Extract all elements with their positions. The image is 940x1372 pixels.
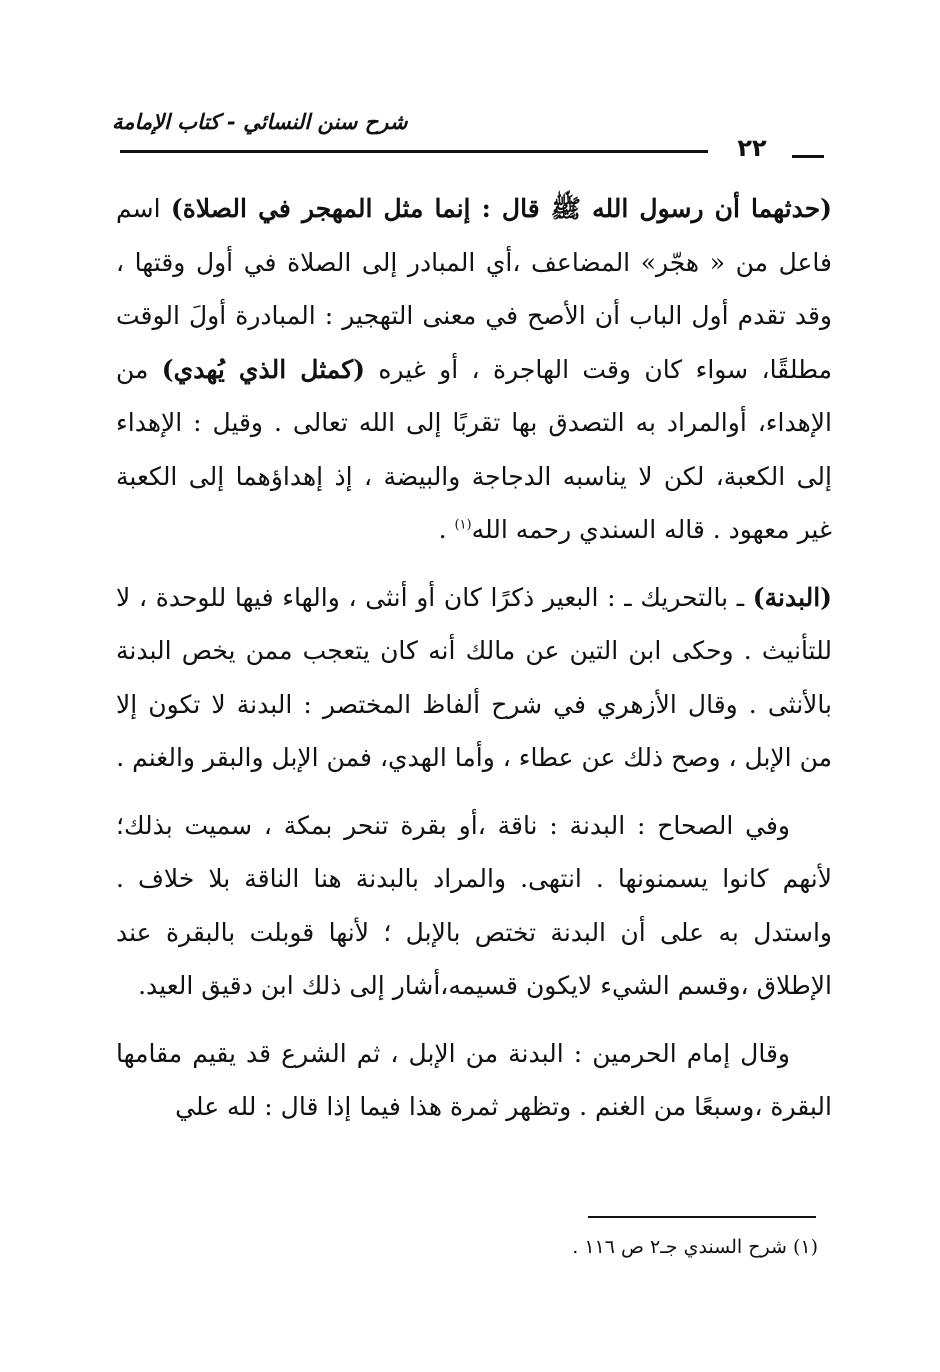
footnote-marker: (١) <box>792 1236 818 1258</box>
paragraph-1 <box>116 182 832 557</box>
paragraph-1-text-b: من الإهداء، أوالمراد به التصدق بها تقربًا إلى الله تعالى . وقيل : الإهداء إلى الكعبة، لكن لا يناسبه الدجاجة والبيضة ، إذ إهداؤهما إلى الكعبة غير معهود . قاله السندي رحمه الله <box>116 354 832 544</box>
paragraph-3: وفي الصحاح : البدنة : ناقة ،أو بقرة تنحر بمكة ، سميت بذلك؛ لأنهم كانوا يسمنونها . انتهى. والمراد بالبدنة هنا الناقة بلا خلاف . واستدل به على أن البدنة تختص بالإبل ؛ لأنها قوبلت بالبقرة عند الإطلاق ،وقسم الشيء لايكون قسيمه،أشار إلى ذلك ابن دقيق العيد. <box>116 810 832 1000</box>
paragraph-1-end: . <box>438 515 455 544</box>
paragraph-2-text: ـ بالتحريك ـ : البعير ذكرًا كان أو أنثى ، والهاء فيها للوحدة ، لا للتأنيث . وحكى ابن التين عن مالك أنه كان يتعجب ممن يخص البدنة بالأنثى . وقال الأزهري في شرح ألفاظ المختصر : البدنة لا تكون إلا من الإبل ، وصح ذلك عن عطاء ، وأما الهدي، فمن الإبل والبقر والغنم . <box>116 582 832 772</box>
page-number: ٢٢ <box>737 134 767 162</box>
footnote-divider <box>588 1216 816 1218</box>
page-number-dash <box>792 155 824 158</box>
hadith-quote-2: (كمثل الذي يُهدي) <box>161 354 365 384</box>
term-heading: (البدنة) <box>752 582 832 612</box>
paragraph-1-text-a: اسم فاعل من « هجّر» المضاعف ،أي المبادر إلى الصلاة في أول وقتها ، وقد تقدم أول الباب أن الأصح في معنى التهجير : المبادرة أولَ الوقت مطلقًا، سواء كان وقت الهاجرة ، أو غيره <box>116 194 833 384</box>
footnote-reference[interactable]: (١) <box>454 517 472 533</box>
header-divider <box>120 150 708 153</box>
footnote-text: شرح السندي جـ٢ ص ١١٦ . <box>572 1236 787 1258</box>
running-header-title: شرح سنن النسائي - كتاب الإمامة <box>112 110 408 134</box>
main-text <box>116 182 832 1148</box>
footnote <box>300 1232 818 1262</box>
paragraph-4: وقال إمام الحرمين : البدنة من الإبل ، ثم الشرع قد يقيم مقامها البقرة ،وسبعًا من الغنم . وتظهر ثمرة هذا فيما إذا قال : لله علي <box>116 1038 832 1121</box>
paragraph-2 <box>116 571 832 785</box>
hadith-quote: (حدثهما أن رسول الله ﷺ قال : إنما مثل المهجر في الصلاة) <box>170 194 832 223</box>
